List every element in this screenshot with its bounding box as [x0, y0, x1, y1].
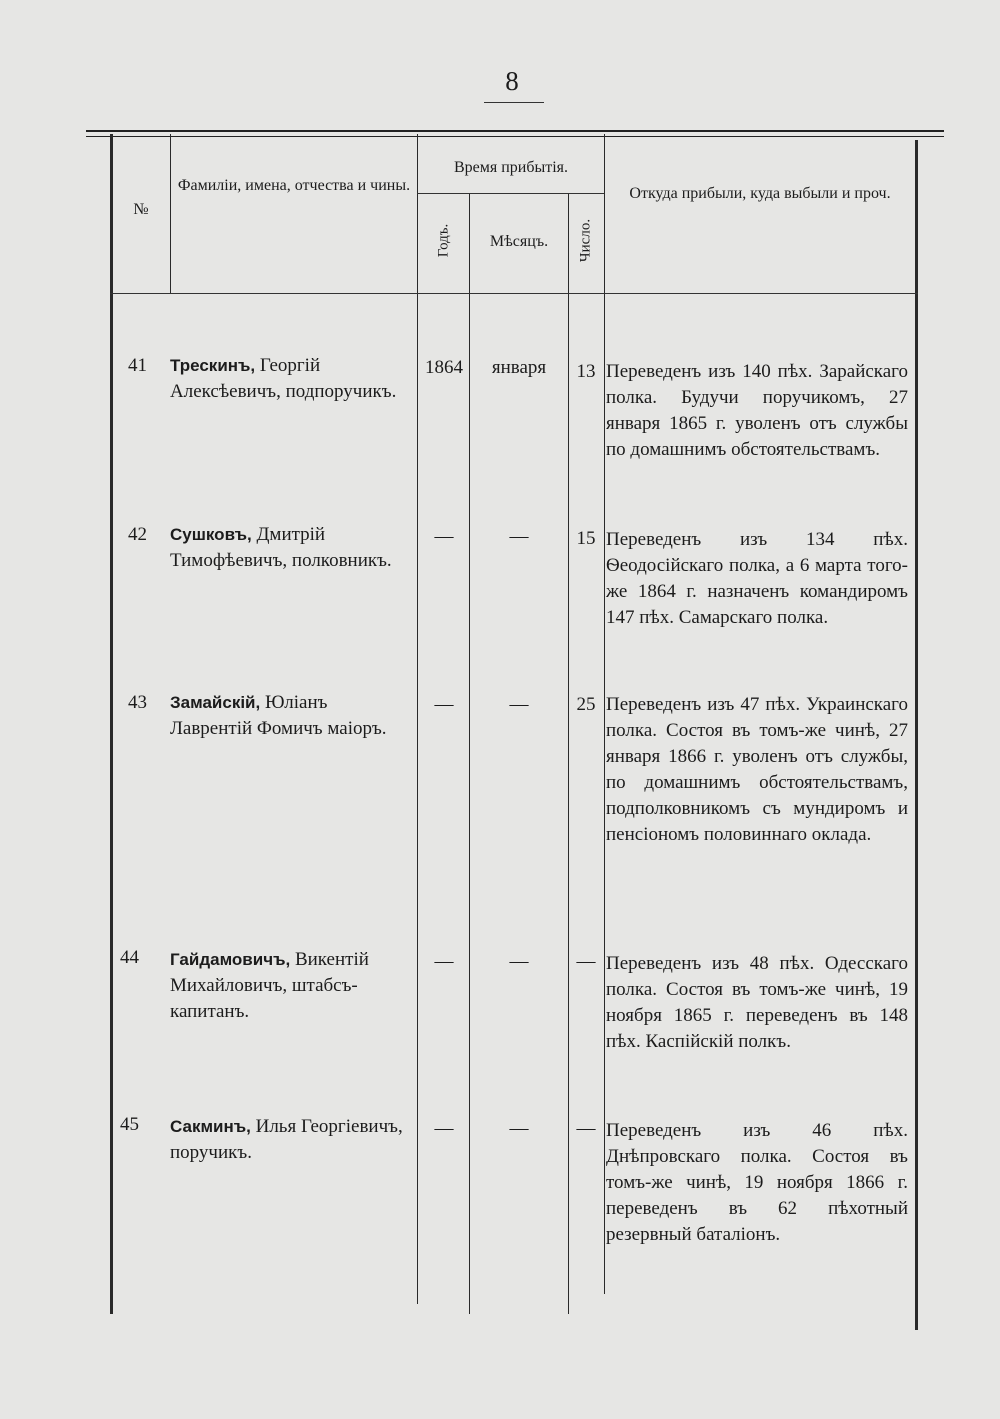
table-left-border — [110, 134, 113, 1314]
arrival-year: — — [434, 1118, 454, 1139]
arrival-year: — — [434, 694, 454, 715]
transfer-note: Переведенъ изъ 140 пѣх. Зарайскаго полка. Будучи поручикомъ, 27 января 1865 г. уволенъ отъ службы по домашнимъ обстоятельствамъ. — [606, 361, 908, 460]
arrival-year: 1864 — [425, 357, 463, 378]
transfer-note: Переведенъ изъ 48 пѣх. Одесскаго полка. Состоя въ томъ-же чинѣ, 19 ноября 1865 г. переведенъ въ 148 пѣх. Каспiйскiй полкъ. — [606, 953, 908, 1052]
arrival-header-rule — [417, 193, 604, 194]
person-name — [170, 353, 410, 405]
row-number: 41 — [128, 355, 147, 376]
column-divider-arrival — [604, 134, 605, 1294]
header-day: Число. — [577, 218, 594, 263]
surname: Сушковъ, — [170, 525, 252, 544]
surname: Трескинъ, — [170, 356, 256, 375]
surname: Гайдамовичъ, — [170, 950, 291, 969]
header-arrival-time: Время прибытiя. — [453, 159, 569, 176]
header-month: Мѣсяцъ. — [489, 233, 549, 250]
arrival-month: — — [509, 694, 529, 715]
row-number: 44 — [120, 947, 139, 968]
given-names-rank: Илья Георгiевичъ, поручикъ. — [170, 1116, 403, 1163]
arrival-day: 13 — [576, 361, 596, 382]
arrival-year: — — [434, 951, 454, 972]
page-number-underline — [484, 102, 544, 103]
table-top-rule — [86, 130, 944, 137]
table-right-border — [915, 140, 918, 1330]
person-name — [170, 690, 410, 742]
header-bottom-rule — [110, 293, 918, 294]
given-names-rank: Юлiанъ Лаврентiй Фомичъ маiоръ. — [170, 692, 387, 739]
person-name — [170, 522, 410, 574]
arrival-day: — — [576, 1118, 596, 1139]
surname: Сакминъ, — [170, 1117, 251, 1136]
header-number: № — [133, 201, 149, 218]
row-number: 42 — [128, 524, 147, 545]
header-names: Фамилiи, имена, отчества и чины. — [177, 177, 411, 194]
given-names-rank: Георгiй Алексѣевичъ, подпоручикъ. — [170, 355, 397, 402]
column-divider-number — [170, 134, 171, 294]
arrival-month: — — [509, 951, 529, 972]
arrival-year: — — [434, 526, 454, 547]
row-number: 43 — [128, 692, 147, 713]
person-name — [170, 1114, 410, 1166]
header-notes: Откуда прибыли, куда выбыли и проч. — [629, 185, 891, 202]
person-name — [170, 947, 410, 1025]
transfer-note: Переведенъ изъ 47 пѣх. Украинскаго полка. Состоя въ томъ-же чинѣ, 27 января 1866 г. уволенъ отъ службы, по домашнимъ обстоятельствамъ, подполковникомъ съ мундиромъ и пенсiономъ половиннаго оклада. — [606, 694, 908, 845]
arrival-day: 15 — [576, 528, 596, 549]
arrival-day: — — [576, 951, 596, 972]
page-number: 8 — [505, 66, 519, 96]
arrival-month: — — [509, 526, 529, 547]
header-year: Годъ. — [435, 223, 452, 258]
transfer-note: Переведенъ изъ 134 пѣх. Ѳеодосiйскаго полка, а 6 марта того-же 1864 г. назначенъ командиромъ 147 пѣх. Самарскаго полка. — [606, 529, 908, 628]
surname: Замайскiй, — [170, 693, 261, 712]
arrival-day: 25 — [576, 694, 596, 715]
row-number: 45 — [120, 1114, 139, 1135]
given-names-rank: Дмитрiй Тимофѣевичъ, полковникъ. — [170, 524, 392, 571]
arrival-month: — — [509, 1118, 529, 1139]
given-names-rank: Викентiй Михайловичъ, штабсъ-капитанъ. — [170, 949, 369, 1022]
arrival-month: января — [491, 357, 547, 378]
transfer-note: Переведенъ изъ 46 пѣх. Днѣпровскаго полка. Состоя въ томъ-же чинѣ, 19 ноября 1866 г. переведенъ въ 62 пѣхотный резервный баталiонъ. — [606, 1120, 908, 1245]
